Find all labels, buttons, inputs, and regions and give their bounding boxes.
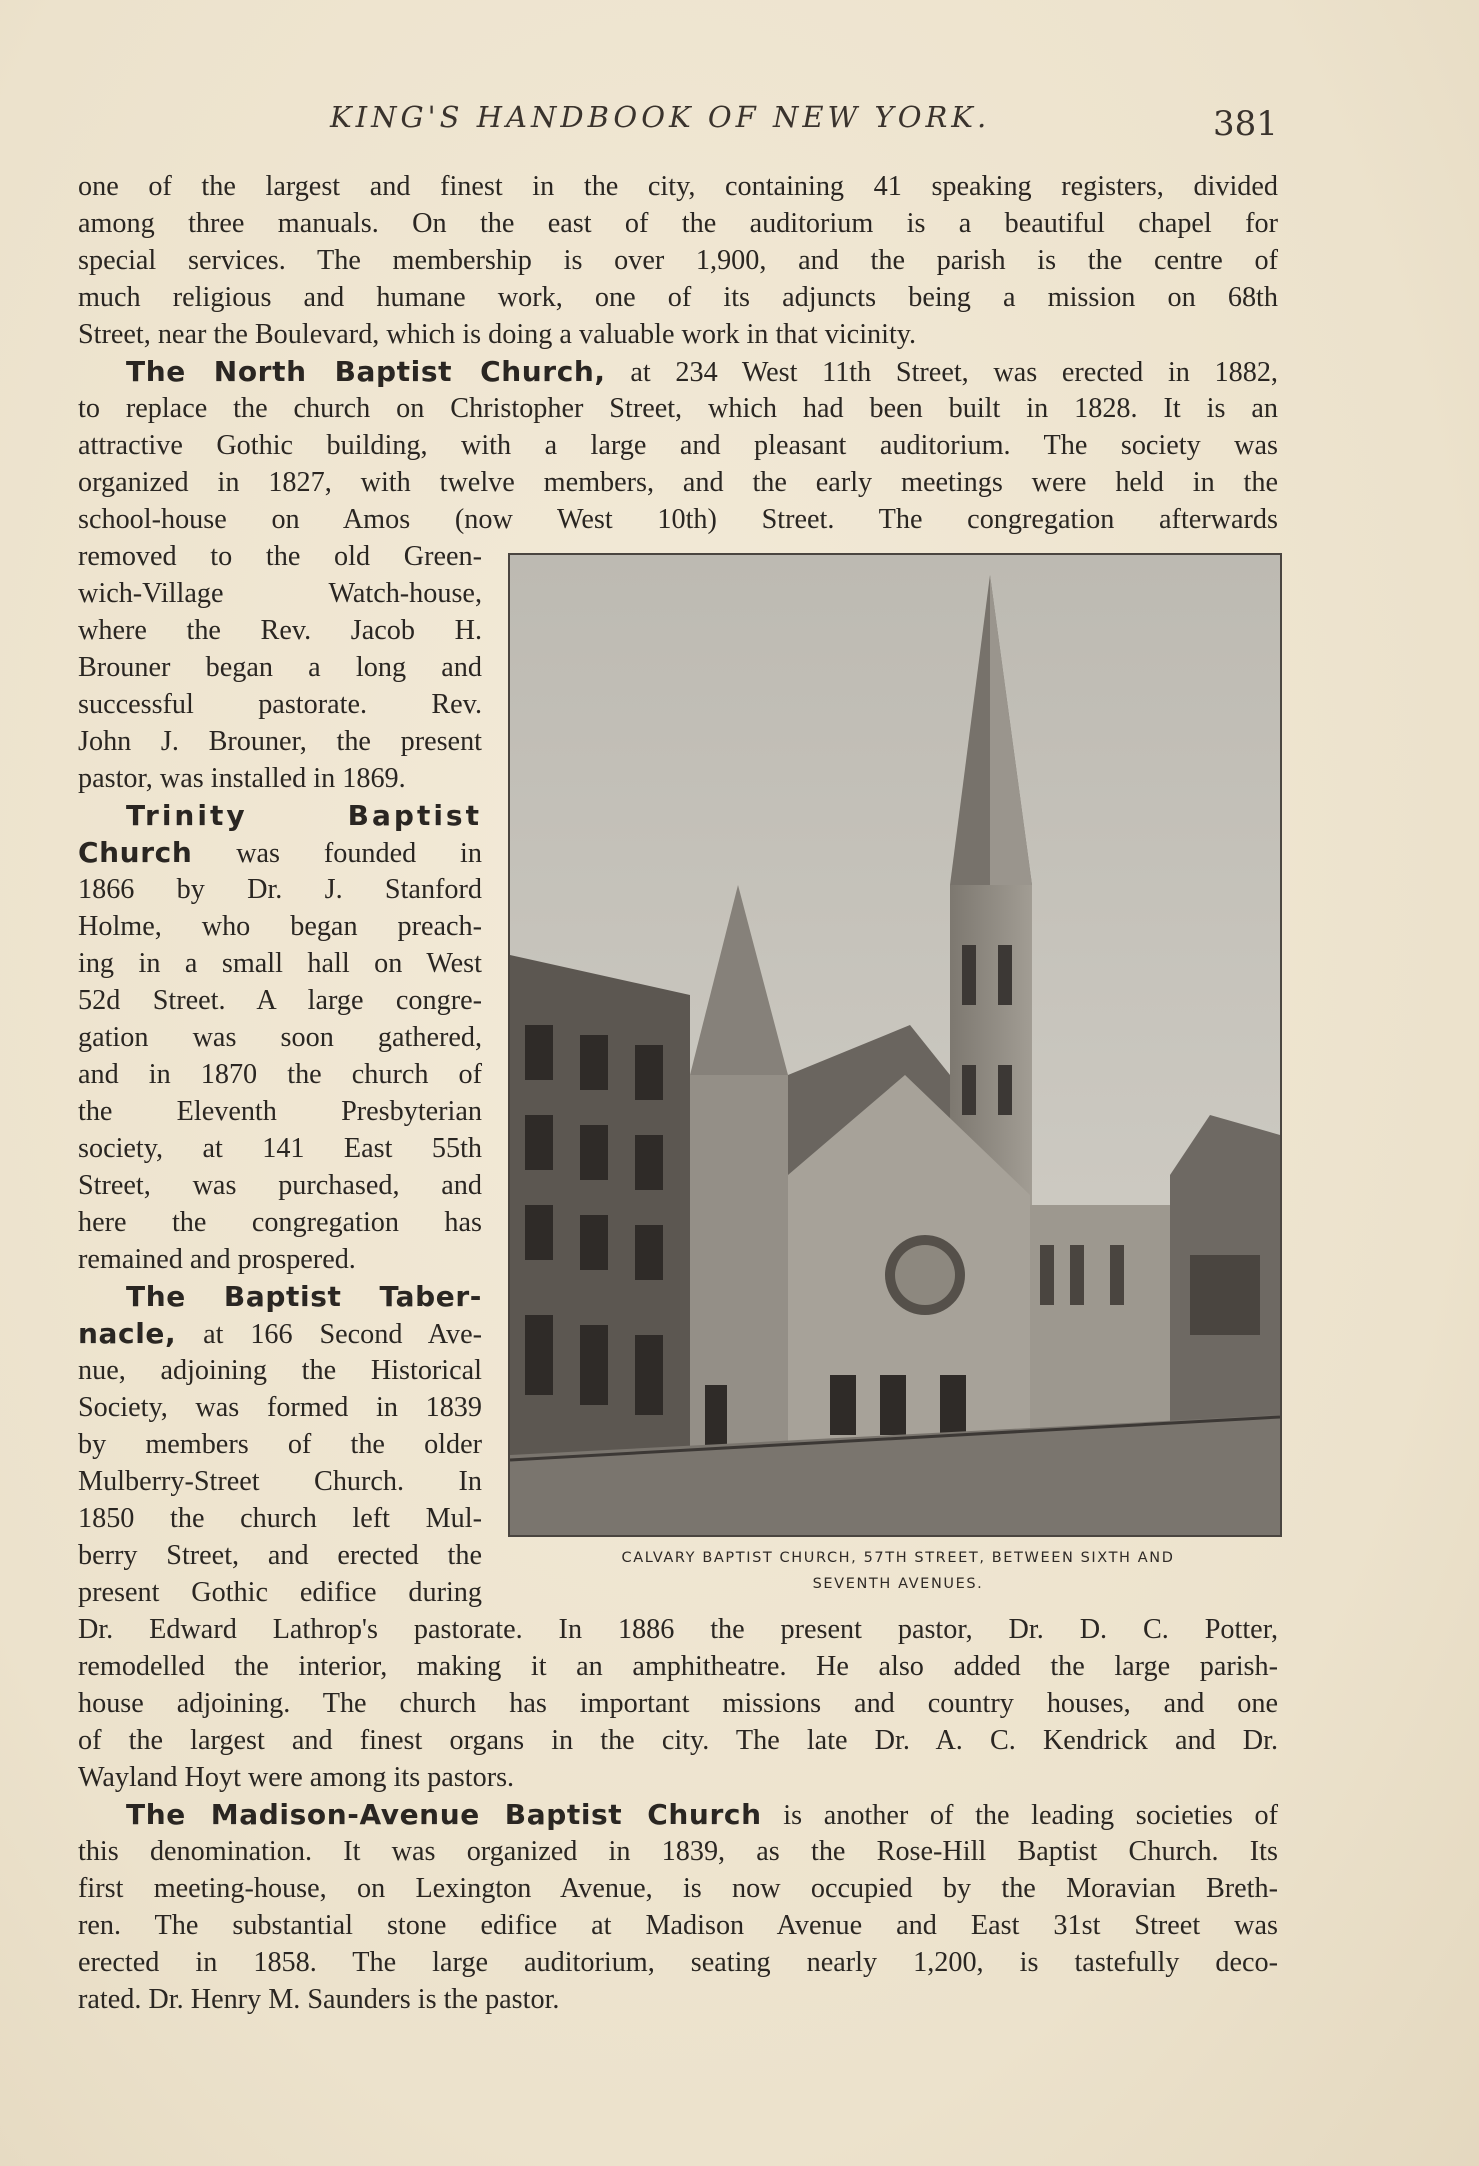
text-line: attractive Gothic building, with a large and pleasant auditorium. The society was [78, 430, 1278, 461]
text-line: pastor, was installed in 1869. [78, 763, 406, 794]
heading-trinity-baptist: Trinity Baptist [126, 799, 482, 832]
text-line: 1866 by Dr. J. Stanford [78, 874, 482, 905]
text-line: special services. The membership is over 1,900, and the parish is the centre of [78, 245, 1278, 276]
text-line: gation was soon gathered, [78, 1022, 482, 1053]
text-line: remodelled the interior, making it an amphitheatre. He also added the large parish- [78, 1651, 1278, 1682]
text-line: Street, was purchased, and [78, 1170, 482, 1201]
text-line: removed to the old Green- [78, 541, 482, 572]
text-line: Street, near the Boulevard, which is doing a valuable work in that vicinity. [78, 319, 917, 350]
page-number: 381 [1213, 104, 1278, 144]
text-line: ren. The substantial stone edifice at Madison Avenue and East 31st Street was [78, 1910, 1278, 1941]
text-line: Society, was formed in 1839 [78, 1392, 482, 1423]
text-line: school-house on Amos (now West 10th) Street. The congregation afterwards [78, 504, 1278, 535]
text-line: ing in a small hall on West [78, 948, 482, 979]
text-line: wich-Village Watch-house, [78, 578, 482, 609]
text-line: Mulberry-Street Church. In [78, 1466, 482, 1497]
text-line: by members of the older [78, 1429, 482, 1460]
text-line: Dr. Edward Lathrop's pastorate. In 1886 the present pastor, Dr. D. C. Potter, [78, 1614, 1278, 1645]
text-line: 1850 the church left Mul- [78, 1503, 482, 1534]
text-line: the Eleventh Presbyterian [78, 1096, 482, 1127]
paragraph-madison-avenue-start: The Madison-Avenue Baptist Church is another of the leading societies of [126, 1798, 1279, 1831]
text-line: of the largest and finest organs in the city. The late Dr. A. C. Kendrick and Dr. [78, 1725, 1278, 1756]
heading-baptist-tabernacle: The Baptist Taber- [126, 1280, 482, 1313]
text-line: Brouner began a long and [78, 652, 482, 683]
text-line: Holme, who began preach- [78, 911, 482, 942]
heading-north-baptist-church: The North Baptist Church, [126, 355, 606, 388]
text-line: one of the largest and finest in the city, containing 41 speaking registers, divided [78, 171, 1278, 202]
text-line: John J. Brouner, the present [78, 726, 482, 757]
text-line: first meeting-house, on Lexington Avenue, is now occupied by the Moravian Breth- [78, 1873, 1278, 1904]
church-photograph [508, 553, 1282, 1537]
text-line: present Gothic edifice during [78, 1577, 482, 1608]
text-line: much religious and humane work, one of its adjuncts being a mission on 68th [78, 282, 1278, 313]
text-line: 52d Street. A large congre- [78, 985, 482, 1016]
text-line: this denomination. It was organized in 1839, as the Rose-Hill Baptist Church. Its [78, 1836, 1278, 1867]
text-line: Wayland Hoyt were among its pastors. [78, 1762, 515, 1793]
text-line: nacle, at 166 Second Ave- [78, 1317, 482, 1350]
paragraph-north-baptist-start: The North Baptist Church, at 234 West 11th Street, was erected in 1882, [126, 355, 1278, 388]
text-line: and in 1870 the church of [78, 1059, 482, 1090]
text-line: house adjoining. The church has important missions and country houses, and one [78, 1688, 1278, 1719]
figure-caption: CALVARY BAPTIST CHURCH, 57TH STREET, BETWEEN SIXTH AND SEVENTH AVENUES. [621, 1550, 1175, 1592]
text-line: society, at 141 East 55th [78, 1133, 482, 1164]
heading-madison-avenue-baptist-church: The Madison-Avenue Baptist Church [126, 1798, 762, 1831]
text-line: here the congregation has [78, 1207, 482, 1238]
text-line: remained and prospered. [78, 1244, 356, 1275]
text-line: organized in 1827, with twelve members, and the early meetings were held in the [78, 467, 1278, 498]
text-line: successful pastorate. Rev. [78, 689, 482, 720]
text-line: Church was founded in [78, 836, 482, 869]
text-line: nue, adjoining the Historical [78, 1355, 482, 1386]
text-line: rated. Dr. Henry M. Saunders is the pastor. [78, 1984, 560, 2015]
running-title: KING'S HANDBOOK OF NEW YORK. [330, 100, 991, 134]
text-line: among three manuals. On the east of the auditorium is a beautiful chapel for [78, 208, 1278, 239]
text-line: to replace the church on Christopher Street, which had been built in 1828. It is an [78, 393, 1278, 424]
text-line: where the Rev. Jacob H. [78, 615, 482, 646]
text-line: berry Street, and erected the [78, 1540, 482, 1571]
text-line: erected in 1858. The large auditorium, seating nearly 1,200, is tastefully deco- [78, 1947, 1278, 1978]
